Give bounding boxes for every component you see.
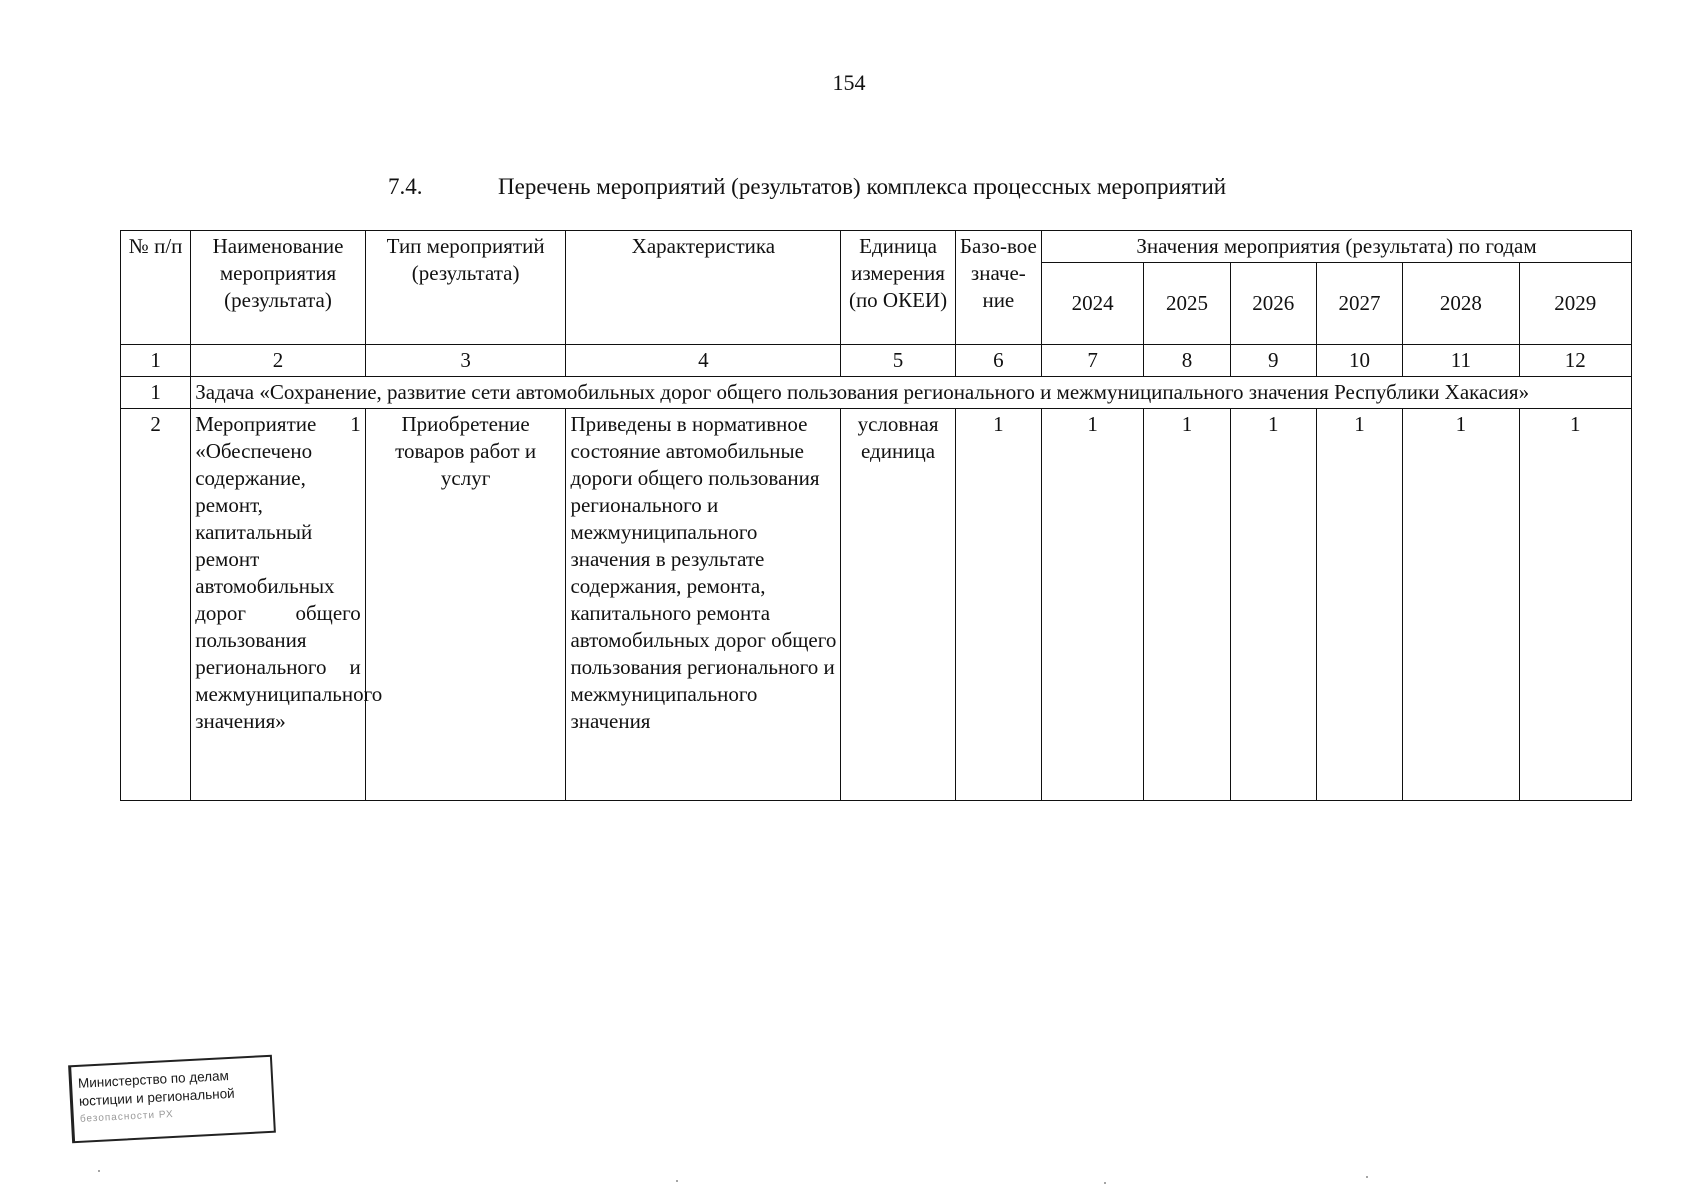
column-number: 12: [1519, 345, 1631, 377]
measure-num: 2: [121, 409, 191, 801]
header-year: 2026: [1230, 263, 1316, 345]
measure-base: 1: [955, 409, 1041, 801]
header-characteristic: Характеристика: [566, 231, 841, 345]
column-number: 9: [1230, 345, 1316, 377]
section-title: [388, 174, 1226, 200]
measure-name: Мероприятие 1 «Обеспечено содержание, ремонт, капитальный ремонт автомобильных дорог общего пользования регионального и межмуниципального значения»: [191, 409, 366, 801]
column-number-row: [121, 345, 1632, 377]
column-number: 7: [1042, 345, 1144, 377]
measure-type: Приобретение товаров работ и услуг: [365, 409, 566, 801]
measure-unit: условная единица: [841, 409, 955, 801]
measure-value-2027: 1: [1316, 409, 1402, 801]
stamp-line: безопасности РХ: [79, 1108, 174, 1125]
stamp-line: Министерство по делам: [77, 1068, 230, 1091]
header-year: 2029: [1519, 263, 1631, 345]
header-num: № п/п: [121, 231, 191, 345]
task-text: Задача «Сохранение, развитие сети автомобильных дорог общего пользования регионального и межмуниципального значения Республики Хакасия»: [191, 377, 1632, 409]
page-number: 154: [832, 70, 866, 95]
header-year: 2025: [1144, 263, 1230, 345]
task-num: 1: [121, 377, 191, 409]
column-number: 11: [1403, 345, 1519, 377]
column-number: 5: [841, 345, 955, 377]
header-year: 2028: [1403, 263, 1519, 345]
task-row: [121, 377, 1632, 409]
measure-value-2024: 1: [1042, 409, 1144, 801]
header-unit: Единица измерения (по ОКЕИ): [841, 231, 955, 345]
measures-table: [120, 230, 1632, 801]
column-number: 2: [191, 345, 366, 377]
header-name: Наименование мероприятия (результата): [191, 231, 366, 345]
section-number: 7.4.: [388, 174, 423, 199]
column-number: 4: [566, 345, 841, 377]
column-number: 8: [1144, 345, 1230, 377]
stamp-line: юстиции и региональной: [78, 1085, 236, 1109]
measure-value-2029: 1: [1519, 409, 1631, 801]
header-year: 2027: [1316, 263, 1402, 345]
header-type: Тип мероприятий (результата): [365, 231, 566, 345]
column-number: 1: [121, 345, 191, 377]
header-years-group: Значения мероприятия (результата) по годам: [1042, 231, 1632, 263]
section-title-text: Перечень мероприятий (результатов) комплекса процессных мероприятий: [498, 174, 1227, 199]
measure-row: [121, 409, 1632, 801]
header-row: [121, 231, 1632, 263]
column-number: 10: [1316, 345, 1402, 377]
ministry-stamp: [68, 1055, 276, 1144]
header-base: Базо-вое значе-ние: [955, 231, 1041, 345]
measure-value-2025: 1: [1144, 409, 1230, 801]
measure-characteristic: Приведены в нормативное состояние автомобильные дороги общего пользования регионального и межмуниципального значения в результате содержания, ремонта, капитального ремонта автомобильных дорог общего пользования регионального и межмуниципального значения: [566, 409, 841, 801]
header-year: 2024: [1042, 263, 1144, 345]
column-number: 6: [955, 345, 1041, 377]
measure-value-2028: 1: [1403, 409, 1519, 801]
column-number: 3: [365, 345, 566, 377]
measure-value-2026: 1: [1230, 409, 1316, 801]
